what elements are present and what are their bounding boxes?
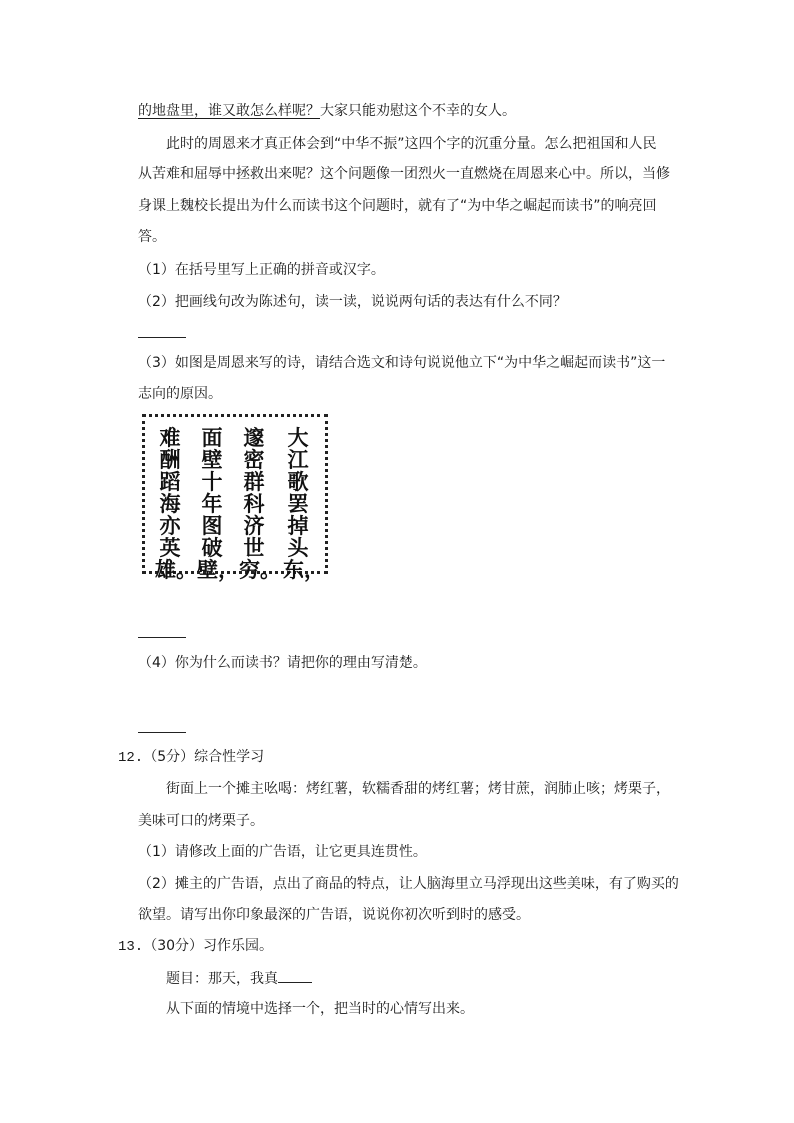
- q13-title: [166, 968, 312, 989]
- q13-score: （30分）习作乐园。: [143, 938, 274, 954]
- q11-sub3-line1: （3）如图是周恩来写的诗，请结合选文和诗句说说他立下“为中华之崛起而读书”这一: [138, 355, 666, 371]
- poem-column-3: 面壁十年图破壁，: [197, 425, 239, 582]
- q12-line-2: 美味可口的烤栗子。: [138, 813, 264, 829]
- answer-blank-4[interactable]: [138, 732, 186, 733]
- passage-line-3: 从苦难和屈辱中拯救出来呢？这个问题像一团烈火一直燃烧在周恩来心中。所以，当修: [138, 166, 670, 182]
- q11-sub2: （2）把画线句改为陈述句，读一读，说说两句话的表达有什么不同？: [138, 294, 567, 310]
- poem-column-2: 邃密群科济世穷。: [239, 425, 281, 582]
- q12-line-1: 街面上一个摊主吆喝：烤红薯，软糯香甜的烤红薯；烤甘蔗，润肺止咳；烤栗子，: [166, 781, 670, 797]
- q13-number: 13.: [118, 939, 144, 955]
- q13-title-text: 题目：那天，我真: [166, 971, 278, 987]
- q12-sub2-line1: （2）摊主的广告语，点出了商品的特点，让人脑海里立马浮现出这些美味，有了购买的: [138, 876, 679, 892]
- poem-column-1: 大江歌罢掉头东，: [283, 425, 325, 582]
- q13-instruction: 从下面的情境中选择一个，把当时的心情写出来。: [166, 1001, 474, 1017]
- title-fill-blank[interactable]: [278, 968, 312, 983]
- answer-blank-2[interactable]: [138, 337, 186, 338]
- passage-line-2: 此时的周恩来才真正体会到“中华不振”这四个字的沉重分量。怎么把祖国和人民: [166, 136, 657, 152]
- q12-score: （5分）综合性学习: [143, 749, 265, 765]
- q11-sub4: （4）你为什么而读书？请把你的理由写清楚。: [138, 655, 427, 671]
- q12-sub2-line2: 欲望。请写出你印象最深的广告语，说说你初次听到时的感受。: [138, 907, 530, 923]
- q13-header: [118, 936, 273, 957]
- q12-sub1: （1）请修改上面的广告语，让它更具连贯性。: [138, 844, 427, 860]
- answer-blank-3[interactable]: [138, 637, 186, 638]
- q12-header: [118, 747, 264, 768]
- passage-line-4: 身课上魏校长提出为什么而读书这个问题时，就有了“为中华之崛起而读书”的响亮回: [138, 198, 657, 214]
- poem-image: [142, 414, 328, 582]
- q11-sub3-line2: 志向的原因。: [138, 386, 222, 402]
- passage-line-5: 答。: [138, 229, 166, 245]
- poem-column-4: 难酬蹈海亦英雄。: [155, 425, 197, 582]
- passage-line-1-rest: 大家只能劝慰这个不幸的女人。: [320, 103, 516, 119]
- q11-sub1: （1）在括号里写上正确的拼音或汉字。: [138, 262, 385, 278]
- q12-number: 12.: [118, 750, 144, 766]
- underlined-sentence: 的地盘里，谁又敢怎么样呢？: [138, 103, 320, 119]
- passage-line-1: [138, 101, 516, 121]
